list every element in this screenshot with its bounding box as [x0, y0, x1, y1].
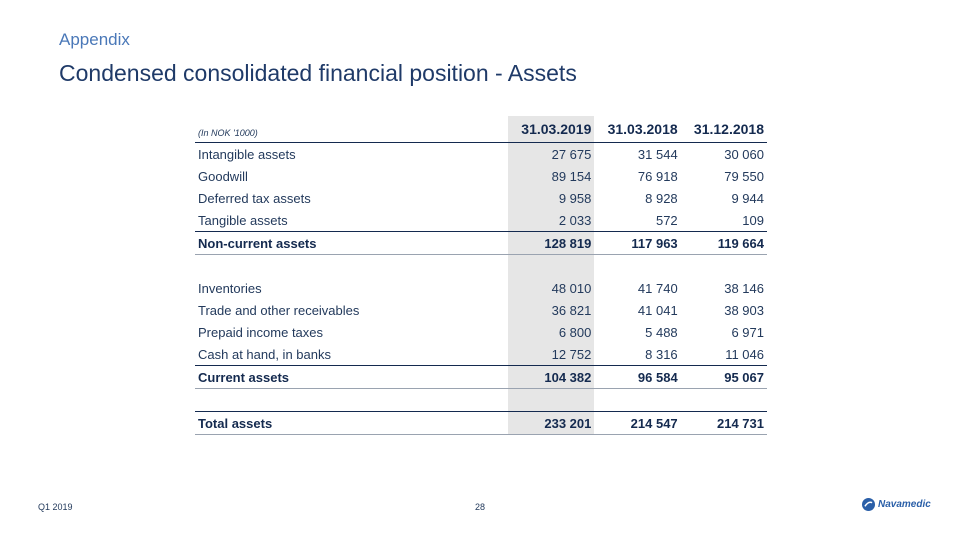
company-logo [862, 498, 931, 511]
cell-value: 6 971 [731, 324, 764, 340]
cell-value: 11 046 [725, 346, 764, 362]
cell-value: 48 010 [508, 277, 594, 299]
cell-value: 30 060 [724, 146, 764, 162]
table-row [195, 321, 767, 343]
cell-value: 31 544 [637, 146, 678, 162]
row-label: Current assets [195, 366, 508, 389]
row-label: Total assets [195, 412, 508, 435]
cell-value: 38 903 [724, 302, 764, 318]
row-label: Inventories [198, 280, 262, 296]
cell-value: 41 740 [637, 280, 678, 296]
column-header: 31.03.2019 [508, 116, 594, 143]
cell-value: 119 664 [681, 232, 767, 255]
cell-value: 76 918 [637, 168, 678, 184]
cell-value: 8 316 [645, 346, 678, 362]
cell-value: 6 800 [508, 321, 594, 343]
row-label: Non-current assets [195, 232, 508, 255]
cell-value: 214 731 [681, 412, 767, 435]
cell-value: 89 154 [508, 165, 594, 187]
table-row [195, 143, 767, 166]
row-label: Cash at hand, in banks [198, 346, 331, 362]
footer-period: Q1 2019 [38, 502, 73, 512]
table-row [195, 299, 767, 321]
cell-value: 2 033 [508, 209, 594, 232]
row-label: Prepaid income taxes [198, 324, 324, 340]
row-label: Intangible assets [198, 146, 296, 162]
cell-value: 96 584 [594, 366, 680, 389]
spacer-row [195, 389, 767, 412]
logo-text: Navamedic [878, 499, 931, 510]
row-label: Deferred tax assets [198, 190, 311, 206]
cell-value: 41 041 [637, 302, 678, 318]
cell-value: 9 944 [731, 190, 764, 206]
cell-value: 79 550 [724, 168, 764, 184]
table-row [195, 165, 767, 187]
table-row [195, 187, 767, 209]
total-row [195, 412, 767, 435]
subtotal-row [195, 366, 767, 389]
subtotal-row [195, 232, 767, 255]
table-row [195, 277, 767, 299]
cell-value: 5 488 [645, 324, 678, 340]
table-row [195, 209, 767, 232]
cell-value: 9 958 [508, 187, 594, 209]
page-number: 28 [475, 502, 486, 512]
cell-value: 95 067 [681, 366, 767, 389]
column-header: 31.12.2018 [681, 116, 767, 143]
cell-value: 572 [655, 212, 678, 228]
section-subtitle: Appendix [59, 30, 130, 49]
column-header: 31.03.2018 [594, 116, 680, 143]
page-title: Condensed consolidated financial position - Assets [59, 60, 577, 86]
row-label: Trade and other receivables [198, 302, 360, 318]
cell-value: 233 201 [508, 412, 594, 435]
cell-value: 12 752 [508, 343, 594, 366]
cell-value: 27 675 [508, 143, 594, 166]
cell-value: 38 146 [724, 280, 764, 296]
assets-table [195, 116, 767, 435]
unit-label: (In NOK '1000) [195, 116, 508, 143]
table-row [195, 343, 767, 366]
table-header-row [195, 116, 767, 143]
cell-value: 36 821 [508, 299, 594, 321]
cell-value: 117 963 [594, 232, 680, 255]
cell-value: 109 [742, 212, 764, 228]
cell-value: 104 382 [508, 366, 594, 389]
cell-value: 128 819 [508, 232, 594, 255]
logo-mark-icon [862, 498, 875, 511]
row-label: Tangible assets [198, 212, 288, 228]
cell-value: 214 547 [594, 412, 680, 435]
cell-value: 8 928 [645, 190, 678, 206]
row-label: Goodwill [198, 168, 248, 184]
spacer-row [195, 255, 767, 278]
